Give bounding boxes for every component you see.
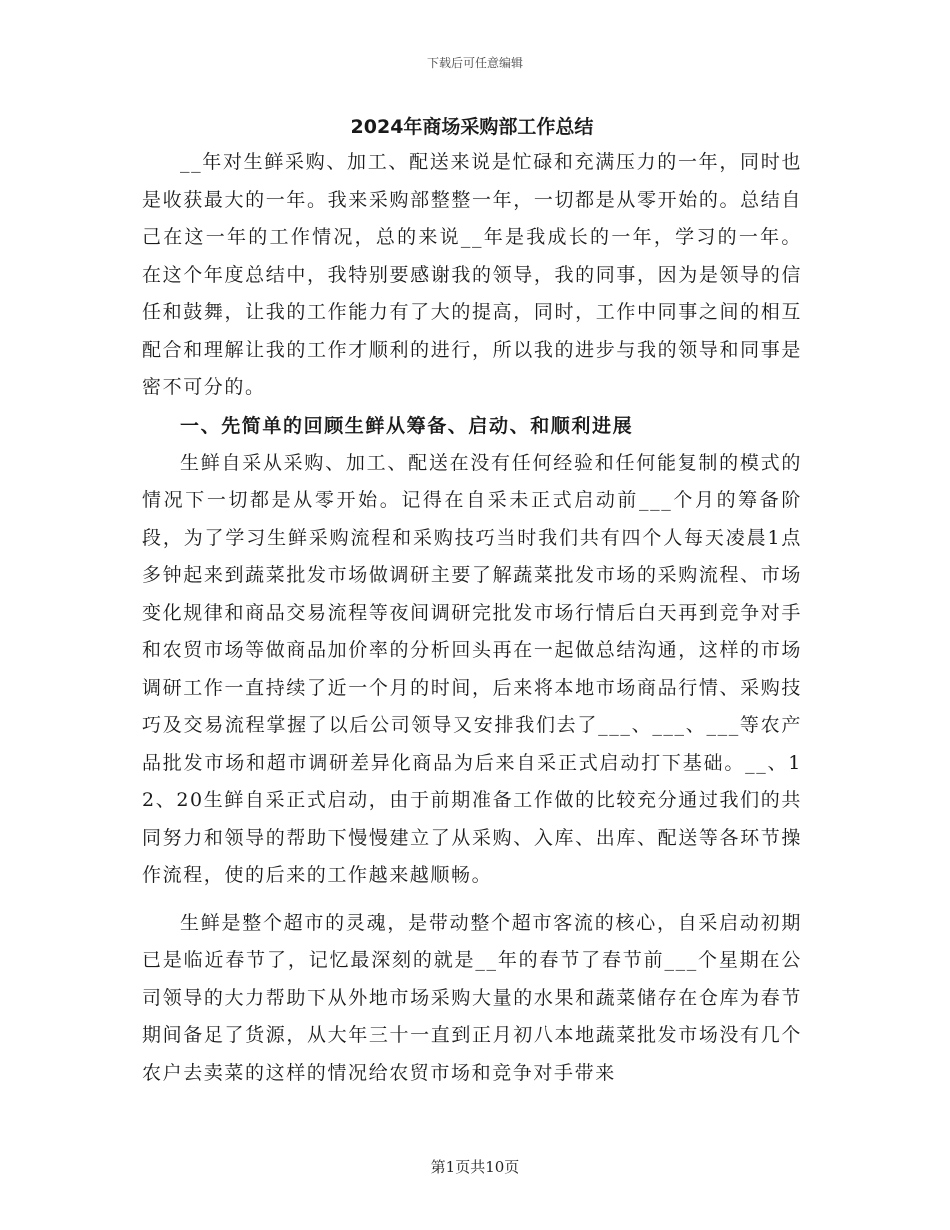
intro-paragraph: __年对生鲜采购、加工、配送来说是忙碌和充满压力的一年，同时也是收获最大的一年。我来采购部整整一年，一切都是从零开始的。总结自己在这一年的工作情况，总的来说__年是我成长的一年，学习的一年。在这个年度总结中，我特别要感谢我的领导，我的同事，因为是领导的信任和鼓舞，让我的工作能力有了大的提高，同时，工作中同事之间的相互配合和理解让我的工作才顺利的进行，所以我的进步与我的领导和同事是密不可分的。: [142, 151, 802, 398]
document-body: [142, 112, 802, 1092]
header-note: 下载后可任意编辑: [426, 56, 523, 70]
section-paragraph: 生鲜自采从采购、加工、配送在没有任何经验和任何能复制的模式的情况下一切都是从零开始。记得在自采未正式启动前___个月的筹备阶段，为了学习生鲜采购流程和采购技巧当时我们共有四个人每天凌晨1点多钟起来到蔬菜批发市场做调研主要了解蔬菜批发市场的采购流程、市场变化规律和商品交易流程等夜间调研完批发市场行情后白天再到竞争对手和农贸市场等做商品加价率的分析回头再在一起做总结沟通，这样的市场调研工作一直持续了近一个月的时间，后来将本地市场商品行情、采购技巧及交易流程掌握了以后公司领导又安排我们去了___、___、___等农产品批发市场和超市调研差异化商品为后来自采正式启动打下基础。__、12、20生鲜自采正式启动，由于前期准备工作做的比较充分通过我们的共同努力和领导的帮助下慢慢建立了从采购、入库、出库、配送等各环节操作流程，使的后来的工作越来越顺畅。: [142, 451, 802, 886]
section-paragraph: 生鲜是整个超市的灵魂，是带动整个超市客流的核心，自采启动初期已是临近春节了，记忆最深刻的就是__年的春节了春节前___个星期在公司领导的大力帮助下从外地市场采购大量的水果和蔬菜储存在仓库为春节期间备足了货源，从大年三十一直到正月初八本地蔬菜批发市场没有几个农户去卖菜的这样的情况给农贸市场和竞争对手带来: [142, 911, 802, 1084]
page-number: 第1页共10页: [430, 1158, 520, 1176]
document-title: 2024年商场采购部工作总结: [350, 116, 594, 138]
section-heading: 一、先简单的回顾生鲜从筹备、启动、和顺利进展: [180, 414, 634, 437]
